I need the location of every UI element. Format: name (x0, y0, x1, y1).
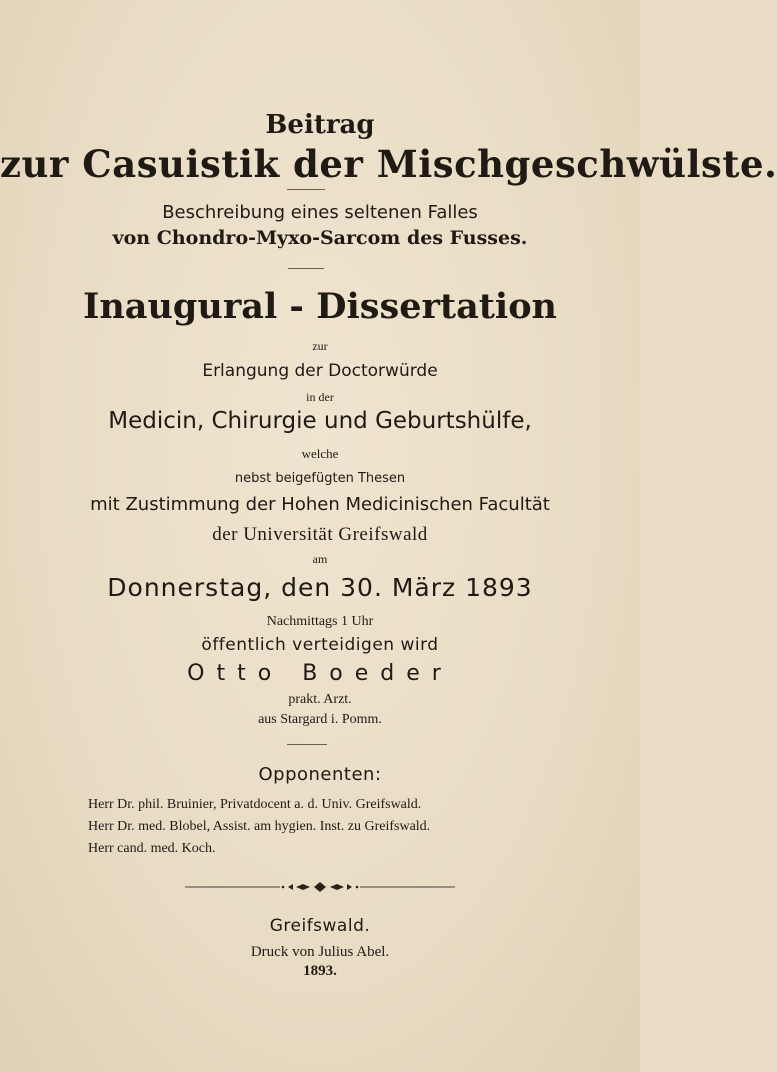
subtitle-line-2: von Chondro-Myxo-Sarcom des Fusses. (112, 227, 528, 249)
opponent-3: Herr cand. med. Koch. (88, 841, 216, 856)
opponent-2: Herr Dr. med. Blobel, Assist. am hygien. Inst. zu Greifswald. (88, 819, 431, 834)
in-der-label: in der (306, 390, 334, 404)
title-line-2: zur Casuistik der Mischgeschwülste. (0, 142, 777, 186)
university-line: der Universität Greifswald (212, 524, 428, 545)
verteidigen-line: öffentlich verteidigen wird (201, 635, 439, 655)
divider (288, 268, 324, 269)
fields-line: Medicin, Chirurgie und Geburtshülfe, (108, 408, 532, 434)
author-name: Otto Boeder (187, 661, 453, 686)
zur-label: zur (312, 339, 328, 353)
dissertation-heading: Inaugural - Dissertation (82, 286, 558, 327)
imprint-year: 1893. (303, 963, 337, 979)
imprint-printer: Druck von Julius Abel. (250, 944, 390, 960)
opponents-heading: Opponenten: (258, 764, 382, 785)
opponent-1: Herr Dr. phil. Bruinier, Privatdocent a. d. Univ. Greifswald. (88, 797, 422, 812)
author-title: prakt. Arzt. (288, 692, 352, 707)
title-line-1: Beitrag (265, 110, 375, 140)
divider (287, 744, 327, 745)
ornament-divider (185, 881, 455, 893)
welche-label: welche (301, 446, 339, 461)
thesen-line: nebst beigefügten Thesen (234, 471, 406, 486)
time-line: Nachmittags 1 Uhr (266, 614, 374, 629)
am-label: am (312, 552, 328, 566)
date-line: Donnerstag, den 30. März 1893 (107, 573, 533, 602)
imprint-city: Greifswald. (269, 916, 371, 936)
zustimmung-line: mit Zustimmung der Hohen Medicinischen Facultät (90, 494, 550, 515)
subtitle-line-1: Beschreibung eines seltenen Falles (162, 202, 478, 223)
erlangung-line: Erlangung der Doctorwürde (202, 361, 438, 381)
author-origin: aus Stargard i. Pomm. (258, 712, 382, 727)
divider (287, 189, 325, 190)
